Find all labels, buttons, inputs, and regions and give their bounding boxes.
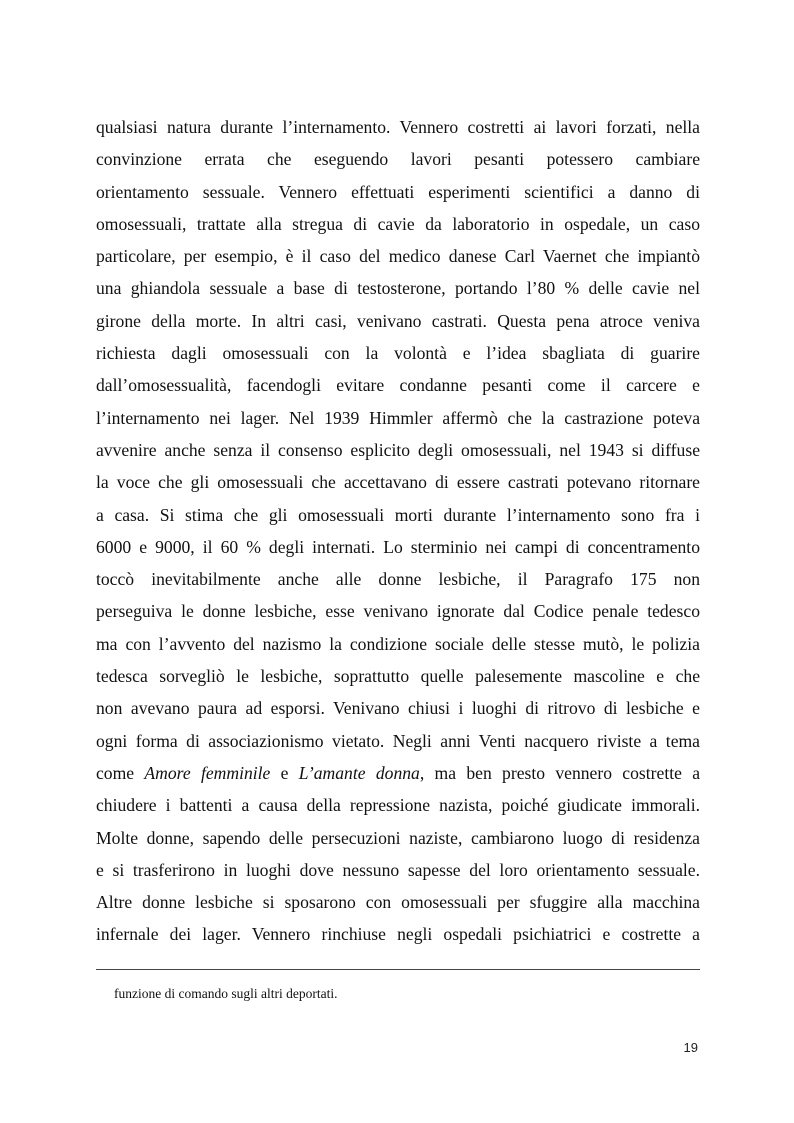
body-line-20: ogni forma di associazionismo vietato. Negli anni Venti nacquero riviste a tema	[96, 730, 700, 751]
body-line-2: convinzione errata che eseguendo lavori pesanti potessero cambiare	[96, 149, 700, 170]
body-text	[96, 111, 700, 951]
body-line-25: Altre donne lesbiche si sposarono con omosessuali per sfuggire alla macchina	[96, 892, 700, 913]
body-line-8: richiesta dagli omosessuali con la volontà e l’idea sbagliata di guarire	[96, 343, 700, 364]
body-line-1: qualsiasi natura durante l’internamento. Vennero costretti ai lavori forzati, nella	[96, 117, 700, 137]
page-number: 19	[683, 1040, 698, 1055]
body-line-23: Molte donne, sapendo delle persecuzioni naziste, cambiarono luogo di residenza	[96, 827, 700, 848]
body-line-12: la voce che gli omosessuali che accettavano di essere castrati potevano ritornare	[96, 472, 700, 493]
body-line-6: una ghiandola sessuale a base di testosterone, portando l’80 % delle cavie nel	[96, 278, 700, 299]
body-line-5: particolare, per esempio, è il caso del medico danese Carl Vaernet che impiantò	[96, 246, 700, 267]
body-line-21-post: , ma ben presto vennero costrette a	[419, 762, 701, 783]
body-line-3: orientamento sessuale. Vennero effettuati esperimenti scientifici a danno di	[96, 181, 700, 202]
body-line-18: tedesca sorvegliò le lesbiche, soprattutto quelle palesemente mascoline e che	[96, 666, 700, 687]
body-line-26: infernale dei lager. Vennero rinchiuse negli ospedali psichiatrici e costrette a	[96, 924, 700, 945]
body-line-15: toccò inevitabilmente anche alle donne lesbiche, il Paragrafo 175 non	[96, 569, 700, 590]
body-line-4: omosessuali, trattate alla stregua di cavie da laboratorio in ospedale, un caso	[96, 213, 700, 234]
footnote-separator	[96, 969, 700, 970]
body-line-7: girone della morte. In altri casi, venivano castrati. Questa pena atroce veniva	[96, 310, 700, 331]
body-line-21-mid: e	[270, 762, 299, 783]
magazine-title-amore-femminile: Amore femminile	[144, 762, 271, 783]
body-line-19: non avevano paura ad esporsi. Venivano chiusi i luoghi di ritrovo di lesbiche e	[96, 698, 700, 719]
body-line-17: ma con l’avvento del nazismo la condizione sociale delle stesse mutò, le polizia	[96, 633, 700, 654]
body-line-11: avvenire anche senza il consenso esplicito degli omosessuali, nel 1943 si diffuse	[96, 439, 700, 460]
body-line-24: e si trasferirono in luoghi dove nessuno sapesse del loro orientamento sessuale.	[96, 859, 700, 880]
body-line-16: perseguiva le donne lesbiche, esse venivano ignorate dal Codice penale tedesco	[96, 601, 700, 622]
body-line-21-pre: come	[96, 762, 145, 783]
body-line-9: dall’omosessualità, facendogli evitare condanne pesanti come il carcere e	[96, 375, 700, 396]
body-line-10: l’internamento nei lager. Nel 1939 Himmler affermò che la castrazione poteva	[96, 407, 700, 428]
body-line-21	[96, 757, 700, 789]
footnote-text: funzione di comando sugli altri deportati.	[114, 986, 338, 1001]
magazine-title-amante-donna: L’amante donna	[298, 762, 420, 783]
body-line-13: a casa. Si stima che gli omosessuali morti durante l’internamento sono fra i	[96, 504, 700, 525]
body-line-14: 6000 e 9000, il 60 % degli internati. Lo sterminio nei campi di concentramento	[96, 536, 700, 557]
body-line-22: chiudere i battenti a causa della repressione nazista, poiché giudicate immorali.	[96, 795, 700, 816]
